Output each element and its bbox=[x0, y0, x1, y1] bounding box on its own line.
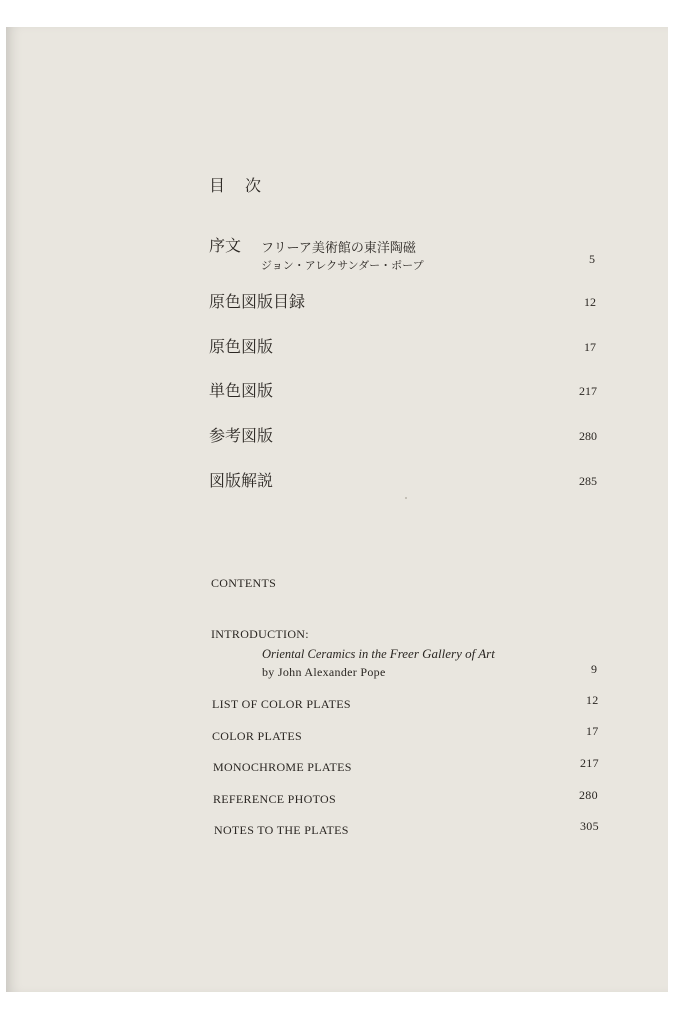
jp-entry-color-plate-list: 原色図版目録 bbox=[209, 292, 306, 311]
jp-entry-reference-plates: 参考図版 bbox=[209, 426, 274, 445]
en-entry-notes-to-the-plates: NOTES TO THE PLATES bbox=[214, 823, 349, 837]
jp-entry-reference-plates-page: 280 bbox=[579, 429, 597, 443]
en-entry-introduction-title bbox=[262, 646, 495, 662]
jp-contents-title: 目 次 bbox=[209, 176, 264, 195]
en-contents-title: CONTENTS bbox=[211, 576, 277, 590]
jp-entry-plate-notes: 図版解説 bbox=[209, 471, 274, 490]
jp-entry-preface-subtitle: フリーア美術館の東洋陶磁 bbox=[261, 241, 416, 256]
en-entry-list-of-color-plates: LIST OF COLOR PLATES bbox=[212, 697, 351, 711]
en-entry-notes-to-the-plates-page: 305 bbox=[580, 819, 599, 833]
jp-entry-color-plate-list-page: 12 bbox=[584, 295, 596, 309]
en-entry-reference-photos: REFERENCE PHOTOS bbox=[213, 792, 336, 806]
en-entry-monochrome-plates-page: 217 bbox=[580, 756, 599, 770]
paper-speck bbox=[405, 497, 407, 499]
jp-entry-monochrome-plates-page: 217 bbox=[579, 384, 597, 398]
en-entry-reference-photos-page: 280 bbox=[579, 788, 598, 802]
jp-entry-monochrome-plates: 単色図版 bbox=[209, 381, 274, 400]
en-entry-introduction-author: by John Alexander Pope bbox=[262, 665, 386, 679]
jp-entry-preface-label: 序文 bbox=[209, 236, 242, 255]
book-page bbox=[6, 27, 668, 992]
jp-entry-plate-notes-page: 285 bbox=[579, 474, 597, 488]
en-entry-color-plates-page: 17 bbox=[586, 724, 599, 738]
en-intro-title-part2: Freer Gallery of Art bbox=[389, 646, 495, 661]
en-entry-introduction-page: 9 bbox=[591, 662, 598, 676]
jp-entry-color-plates-page: 17 bbox=[584, 340, 596, 354]
jp-entry-color-plates: 原色図版 bbox=[209, 337, 274, 356]
en-intro-title-part1: Oriental Ceramics in the bbox=[262, 647, 390, 661]
en-entry-introduction-label: INTRODUCTION: bbox=[211, 627, 309, 641]
jp-entry-preface-page: 5 bbox=[589, 252, 595, 266]
en-entry-list-of-color-plates-page: 12 bbox=[586, 693, 599, 707]
jp-entry-preface-author: ジョン・アレクサンダー・ポープ bbox=[261, 259, 424, 272]
en-entry-color-plates: COLOR PLATES bbox=[212, 729, 302, 743]
en-entry-monochrome-plates: MONOCHROME PLATES bbox=[213, 760, 352, 774]
